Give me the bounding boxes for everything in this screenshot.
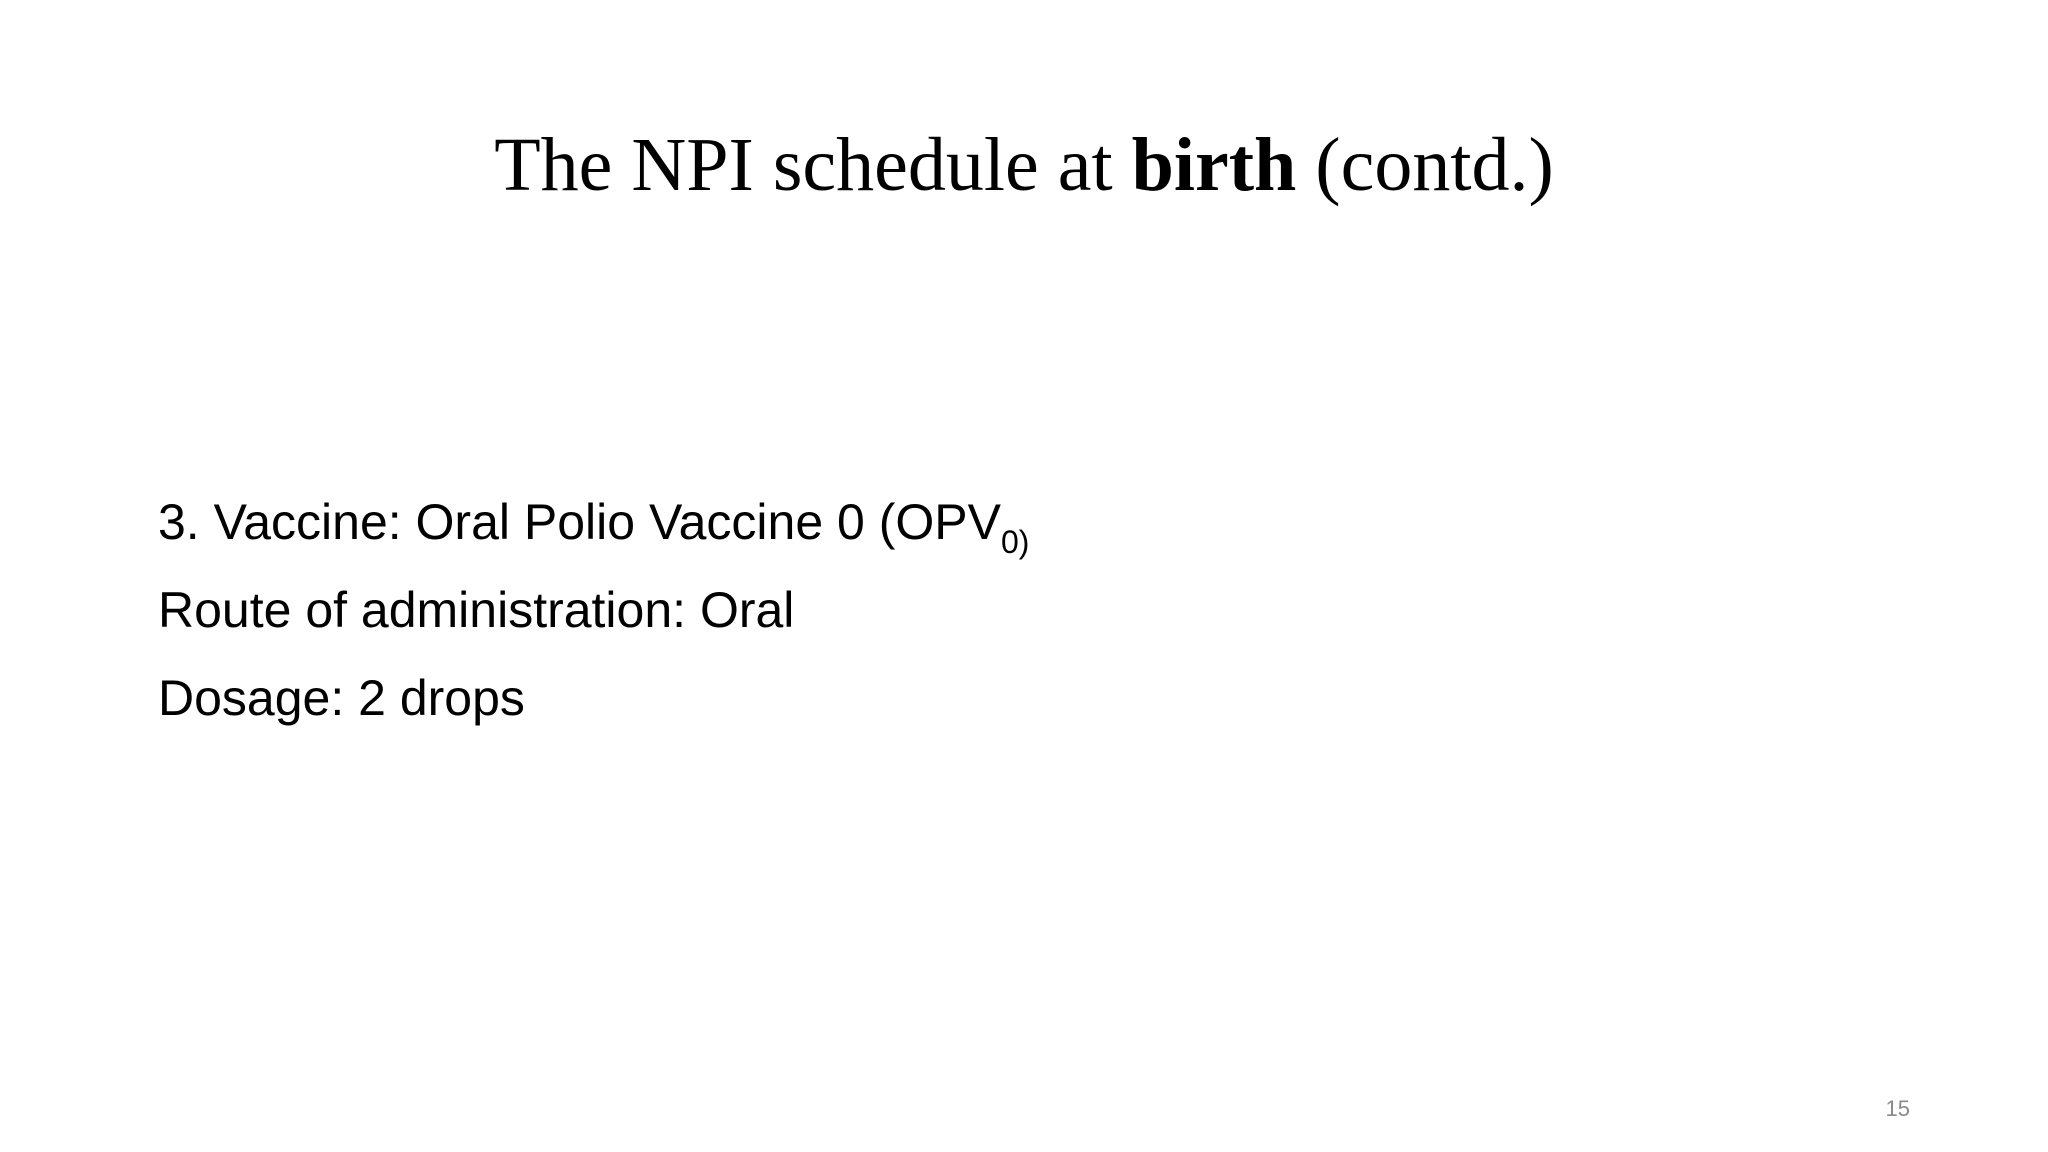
title-bold-word: birth [1131, 123, 1297, 207]
vaccine-subscript: 0) [1000, 524, 1030, 560]
route-line: Route of administration: Oral [158, 582, 795, 638]
title-prefix: The NPI schedule at [494, 123, 1132, 207]
slide-title [0, 124, 2048, 208]
dosage-line: Dosage: 2 drops [158, 670, 525, 726]
title-suffix: (contd.) [1296, 123, 1554, 207]
slide-body [158, 486, 1858, 750]
page-number: 15 [1885, 1096, 1910, 1121]
vaccine-line [158, 486, 1858, 574]
vaccine-text: 3. Vaccine: Oral Polio Vaccine 0 (OPV [158, 494, 1001, 550]
